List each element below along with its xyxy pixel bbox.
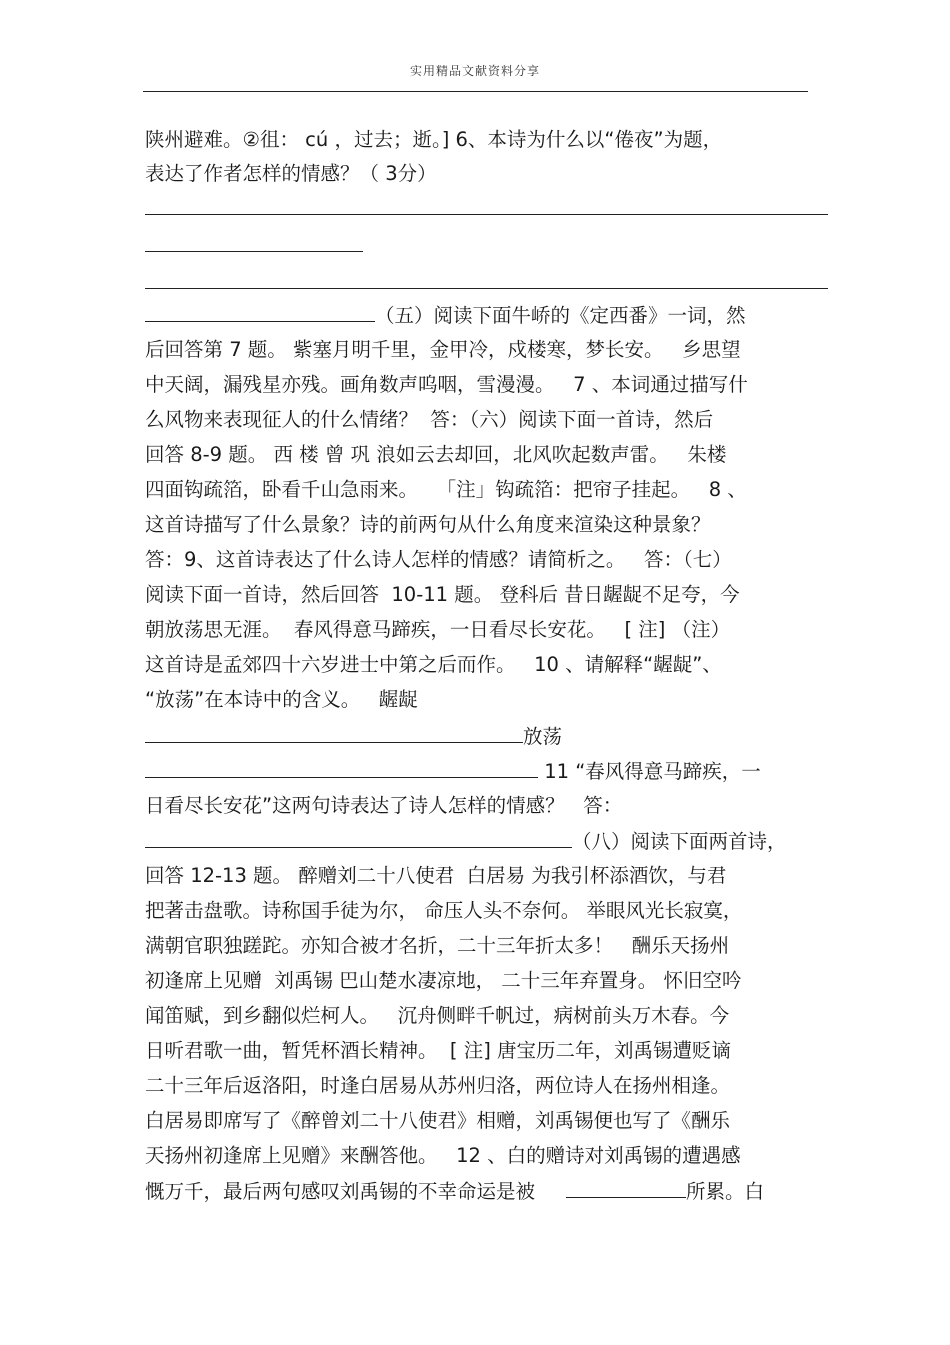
text-line: 回答 12-13 题。 醉赠刘二十八使君 白居易 为我引杯添酒饮，与君	[145, 864, 727, 887]
text-line: “放荡”在本诗中的含义。 龌龊	[145, 688, 418, 711]
text-line: 阅读下面一首诗，然后回答 10-11 题。 登科后 昔日龌龊不足夸，今	[145, 583, 740, 606]
answer-line	[145, 196, 828, 221]
text-line: 表达了作者怎样的情感？（ 3分）	[145, 162, 437, 185]
text-line: 四面钩疏箔，卧看千山急雨来。 「注」钩疏箔：把帘子挂起。 8 、	[145, 478, 747, 501]
text-line: （五）阅读下面牛峤的《定西番》一词，然	[145, 303, 746, 328]
text-line: 放荡	[145, 724, 562, 749]
text-line: 天扬州初逢席上见赠》来酬答他。 12 、白的赠诗对刘禹锡的遭遇感	[145, 1144, 741, 1167]
header-rule	[143, 91, 808, 92]
text-line: 么风物来表现征人的什么情绪？ 答：（六）阅读下面一首诗，然后	[145, 408, 714, 431]
text-line: 中天阔，漏残星亦残。画角数声呜咽，雪漫漫。 7 、本词通过描写什	[145, 373, 748, 396]
text-line: 把著击盘歌。诗称国手徒为尔， 命压人头不奈何。 举眼风光长寂寞，	[145, 899, 743, 922]
text-line: 日听君歌一曲，暂凭杯酒长精神。 [ 注] 唐宝历二年，刘禹锡遭贬谪	[145, 1039, 732, 1062]
text-line: 这首诗是孟郊四十六岁进士中第之后而作。 10 、请解释“龌龊”、	[145, 653, 722, 676]
answer-line	[145, 270, 828, 295]
text-line: 这首诗描写了什么景象？诗的前两句从什么角度来渲染这种景象？	[145, 513, 711, 536]
text-line: 朝放荡思无涯。 春风得意马蹄疾，一日看尽长安花。 [ 注] （注）	[145, 618, 731, 641]
text-line: 满朝官职独蹉跎。亦知合被才名折，二十三年折太多！ 酬乐天扬州	[145, 934, 730, 957]
text-line: 白居易即席写了《醉曾刘二十八使君》相赠，刘禹锡便也写了《酬乐	[145, 1109, 731, 1132]
text-line: 答：9、这首诗表达了什么诗人怎样的情感？请简析之。 答：（七）	[145, 548, 732, 571]
answer-line	[145, 233, 363, 258]
text-line: 初逢席上见赠 刘禹锡 巴山楚水凄凉地， 二十三年弃置身。 怀旧空吟	[145, 969, 742, 992]
text-line: 慨万千，最后两句感叹刘禹锡的不幸命运是被 所累。白	[145, 1180, 765, 1203]
text-line: 11 “春风得意马蹄疾，一	[145, 759, 761, 784]
text-line: 陕州避难。②徂： cú ，过去；逝。] 6、本诗为什么以“倦夜”为题，	[145, 128, 723, 151]
text-line: 二十三年后返洛阳，时逢白居易从苏州归洛，两位诗人在扬州相逢。	[145, 1074, 731, 1097]
page-header: 实用精品文献资料分享	[409, 64, 540, 78]
text-line: 闻笛赋，到乡翻似烂柯人。 沉舟侧畔千帆过，病树前头万木春。今	[145, 1004, 730, 1027]
text-line: 日看尽长安花”这两句诗表达了诗人怎样的情感？ 答：	[145, 794, 623, 817]
text-line: （八）阅读下面两首诗，	[145, 829, 787, 854]
text-line: 回答 8-9 题。 西 楼 曾 巩 浪如云去却回，北风吹起数声雷。 朱楼	[145, 443, 727, 466]
text-line: 后回答第 7 题。 紫塞月明千里，金甲冷，戍楼寒，梦长安。 乡思望	[145, 338, 741, 361]
